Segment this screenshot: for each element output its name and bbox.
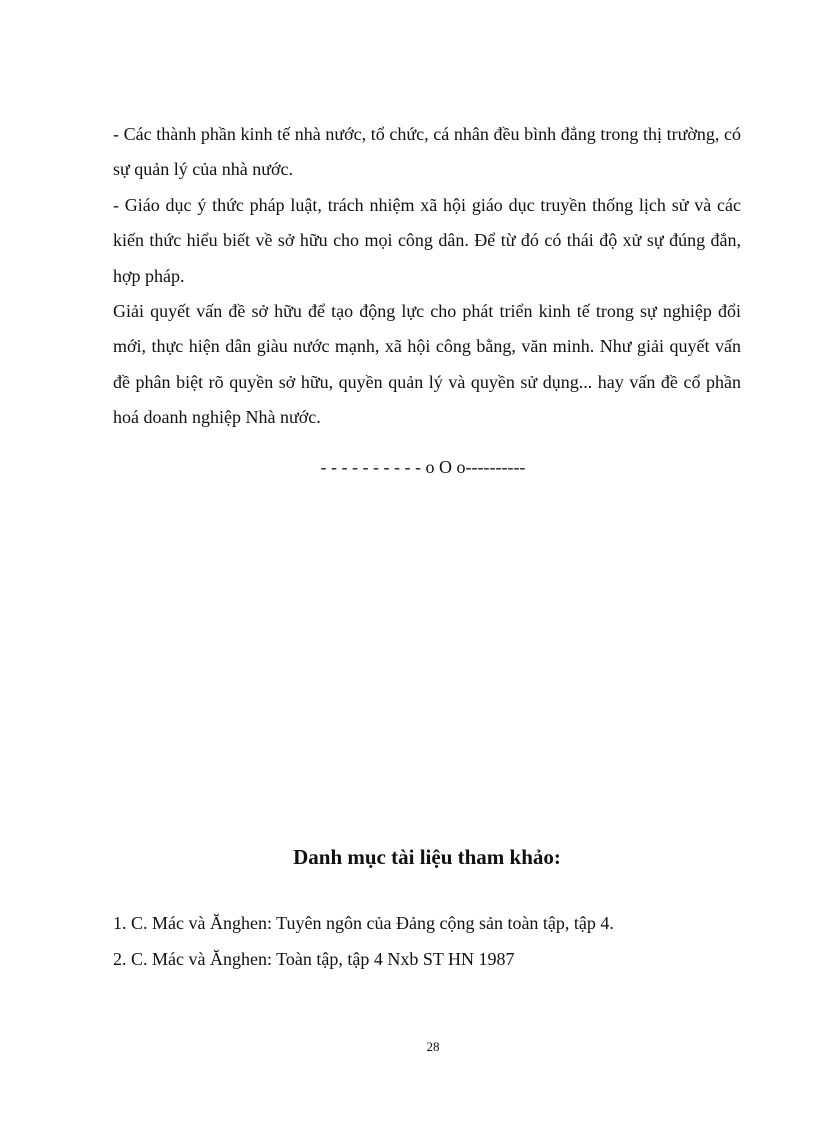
references-list xyxy=(113,905,753,977)
body-text xyxy=(113,117,741,436)
paragraph-ownership-resolution: Giải quyết vấn đề sở hữu để tạo động lực cho phát triển kinh tế trong sự nghiệp đổi mới, thực hiện dân giàu nước mạnh, xã hội công bằng, văn minh. Như giải quyết vấn đề phân biệt rõ quyền sở hữu, quyền quản lý và quyền sử dụng... hay vấn đề cổ phần hoá doanh nghiệp Nhà nước. xyxy=(113,301,741,428)
references-heading: Danh mục tài liệu tham khảo: xyxy=(293,845,561,869)
page-number: 28 xyxy=(426,1039,440,1054)
reference-item: 2. C. Mác và Ănghen: Toàn tập, tập 4 Nxb ST HN 1987 xyxy=(113,949,515,969)
paragraph-legal-education: - Giáo dục ý thức pháp luật, trách nhiệm xã hội giáo dục truyền thống lịch sử và các kiến thức hiểu biết về sở hữu cho mọi công dân. Để từ đó có thái độ xử sự đúng đắn, hợp pháp. xyxy=(113,194,741,286)
reference-item: 1. C. Mác và Ănghen: Tuyên ngôn của Đảng cộng sản toàn tập, tập 4. xyxy=(113,913,614,933)
section-separator: - - - - - - - - - - o O o---------- xyxy=(320,457,526,477)
paragraph-ownership-equality: - Các thành phần kinh tế nhà nước, tổ chức, cá nhân đều bình đẳng trong thị trường, có sự quản lý của nhà nước. xyxy=(113,124,741,180)
